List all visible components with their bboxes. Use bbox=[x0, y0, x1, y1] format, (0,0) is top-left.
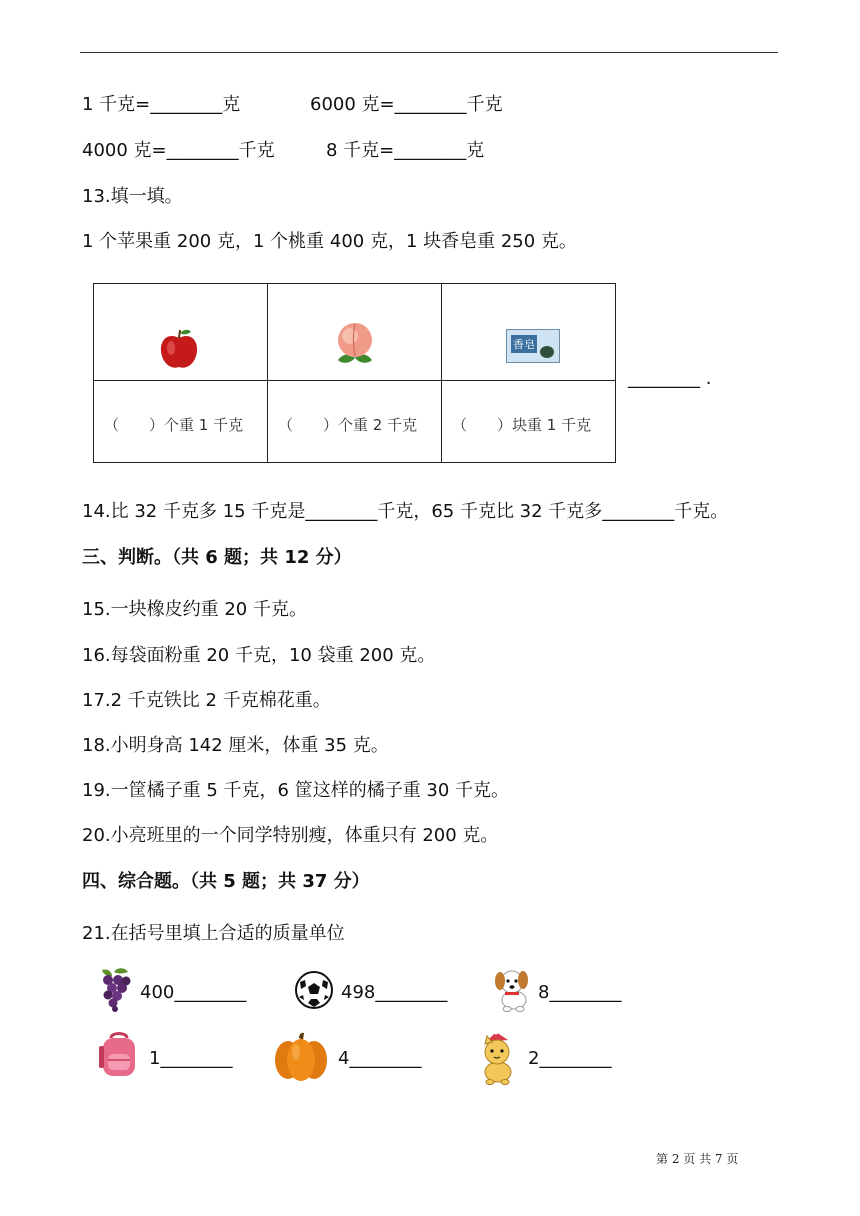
apple-caption: （ ）个重 1 千克 bbox=[104, 416, 244, 434]
peach-caption: （ ）个重 2 千克 bbox=[278, 416, 418, 434]
question-14: 14.比 32 千克多 15 千克是________千克，65 千克比 32 千克多________千克。 bbox=[82, 501, 729, 522]
soccer-ball-weight: 498________ bbox=[341, 982, 448, 1003]
soap-box-label: 香皂 bbox=[511, 335, 537, 353]
question-19: 19.一筐橘子重 5 千克，6 筐这样的橘子重 30 千克。 bbox=[82, 780, 510, 801]
pumpkin-weight: 4________ bbox=[338, 1048, 422, 1069]
page-footer: 第 2 页 共 7 页 bbox=[656, 1152, 739, 1166]
question-20: 20.小亮班里的一个同学特别瘦，体重只有 200 克。 bbox=[82, 825, 499, 846]
pumpkin-icon bbox=[272, 1030, 330, 1082]
puppy-weight: 8________ bbox=[538, 982, 622, 1003]
question-17: 17.2 千克铁比 2 千克棉花重。 bbox=[82, 690, 331, 711]
header-rule bbox=[80, 52, 778, 53]
kitten-icon bbox=[474, 1030, 520, 1086]
question-21: 21.在括号里填上合适的质量单位 bbox=[82, 923, 345, 944]
grapes-icon bbox=[96, 966, 134, 1012]
conversion-1kg: 1 千克=________克 bbox=[82, 94, 241, 115]
weight-table bbox=[93, 283, 616, 463]
soap-box-icon bbox=[506, 329, 560, 363]
question-18: 18.小明身高 142 厘米，体重 35 克。 bbox=[82, 735, 389, 756]
question-13-answer-line: ________ . bbox=[628, 368, 712, 389]
question-13-title: 13.填一填。 bbox=[82, 186, 183, 207]
peach-cell bbox=[268, 284, 442, 381]
grapes-weight: 400________ bbox=[140, 982, 247, 1003]
apple-caption-cell bbox=[94, 381, 268, 463]
backpack-weight: 1________ bbox=[149, 1048, 233, 1069]
kitten-weight: 2________ bbox=[528, 1048, 612, 1069]
question-13-statement: 1 个苹果重 200 克，1 个桃重 400 克，1 块香皂重 250 克。 bbox=[82, 231, 577, 252]
soccer-ball-icon bbox=[294, 970, 334, 1010]
question-16: 16.每袋面粉重 20 千克，10 袋重 200 克。 bbox=[82, 645, 436, 666]
section-3-heading: 三、判断。（共 6 题；共 12 分） bbox=[82, 547, 352, 568]
backpack-icon bbox=[97, 1030, 141, 1078]
peach-icon bbox=[330, 318, 380, 370]
question-15: 15.一块橡皮约重 20 千克。 bbox=[82, 599, 307, 620]
soap-cell bbox=[442, 284, 616, 381]
conversion-8kg: 8 千克=________克 bbox=[326, 140, 485, 161]
puppy-icon bbox=[490, 964, 534, 1012]
soap-caption-cell bbox=[442, 381, 616, 463]
section-4-heading: 四、综合题。（共 5 题；共 37 分） bbox=[82, 871, 370, 892]
conversion-4000g: 4000 克=________千克 bbox=[82, 140, 275, 161]
apple-icon bbox=[156, 326, 202, 372]
conversion-6000g: 6000 克=________千克 bbox=[310, 94, 503, 115]
peach-caption-cell bbox=[268, 381, 442, 463]
soap-caption: （ ）块重 1 千克 bbox=[452, 416, 592, 434]
apple-cell bbox=[94, 284, 268, 381]
